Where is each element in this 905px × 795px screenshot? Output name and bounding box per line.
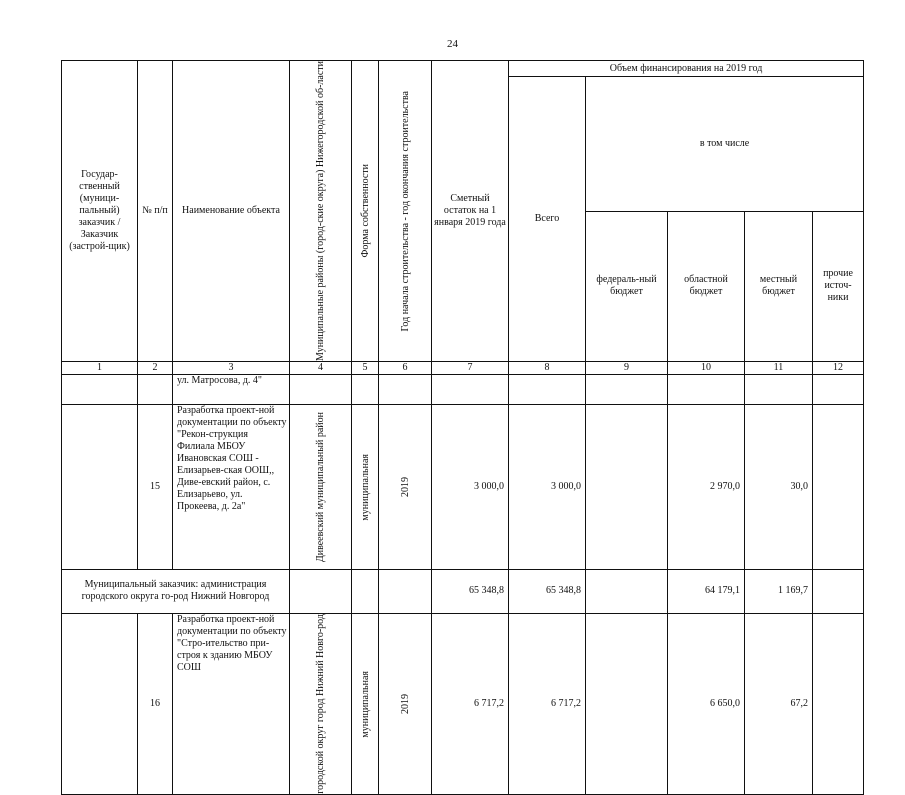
column-number: 9 <box>586 361 668 374</box>
column-number: 1 <box>62 361 138 374</box>
object-name-cell: Разработка проект-ной документации по объекту "Стро-ительство при-строя к зданию МБОУ СОШ <box>173 613 290 794</box>
other-cell <box>813 404 864 569</box>
header-municipal-district <box>290 61 352 362</box>
year-text: 2019 <box>399 693 411 714</box>
column-number: 12 <box>813 361 864 374</box>
local-cell: 30,0 <box>745 404 813 569</box>
column-number: 4 <box>290 361 352 374</box>
column-number-row <box>62 361 864 374</box>
page-number: 24 <box>447 38 458 50</box>
total-cell: 65 348,8 <box>509 569 586 613</box>
local-cell: 67,2 <box>745 613 813 794</box>
header-customer: Государ-ственный (муници-пальный) заказчик / Заказчик (застрой-щик) <box>62 61 138 362</box>
column-number: 3 <box>173 361 290 374</box>
header-municipal-district-text: Муниципальные районы (город-ские округа) Нижегородской об-ласти <box>315 61 326 361</box>
other-cell <box>813 569 864 613</box>
district-cell <box>290 613 352 794</box>
regional-cell: 64 179,1 <box>668 569 745 613</box>
federal-cell <box>586 404 668 569</box>
year-cell <box>379 613 432 794</box>
row-index-cell: 15 <box>138 404 173 569</box>
ownership-cell <box>352 613 379 794</box>
district-cell <box>290 404 352 569</box>
balance-cell: 6 717,2 <box>432 613 509 794</box>
year-text: 2019 <box>399 476 411 497</box>
column-number: 7 <box>432 361 509 374</box>
header-ownership-form <box>352 61 379 362</box>
header-total: Всего <box>509 77 586 362</box>
header-local-budget: местный бюджет <box>745 211 813 361</box>
balance-cell: 65 348,8 <box>432 569 509 613</box>
header-ownership-form-text: Форма собственности <box>359 164 371 258</box>
table-row-summary <box>62 569 864 613</box>
regional-cell: 6 650,0 <box>668 613 745 794</box>
ownership-text: муниципальная <box>359 453 371 521</box>
column-number: 6 <box>379 361 432 374</box>
financing-table <box>61 60 864 795</box>
district-text: Дивеевский муниципальный район <box>315 411 326 562</box>
federal-cell <box>586 613 668 794</box>
column-number: 5 <box>352 361 379 374</box>
table-row-16 <box>62 613 864 794</box>
local-cell: 1 169,7 <box>745 569 813 613</box>
table-row-15 <box>62 404 864 569</box>
regional-cell: 2 970,0 <box>668 404 745 569</box>
column-number: 10 <box>668 361 745 374</box>
header-regional-budget: областной бюджет <box>668 211 745 361</box>
district-text: городской округ город Нижний Новго-род <box>315 613 326 794</box>
federal-cell <box>586 569 668 613</box>
total-cell: 6 717,2 <box>509 613 586 794</box>
header-federal-budget: федераль-ный бюджет <box>586 211 668 361</box>
row-index-cell: 16 <box>138 613 173 794</box>
table-row-continuation <box>62 374 864 404</box>
object-name-cell: ул. Матросова, д. 4" <box>173 374 290 404</box>
header-construction-years-text: Год начала строительства - год окончания строительства <box>399 90 411 332</box>
ownership-cell <box>352 404 379 569</box>
header-object-name: Наименование объекта <box>173 61 290 362</box>
column-number: 2 <box>138 361 173 374</box>
year-cell <box>379 404 432 569</box>
object-name-cell: Разработка проект-ной документации по объекту "Рекон-струкция Филиала МБОУ Ивановская СОШ - Елизарьев-ская ООШ,, Диве-евский район, с. Елизарьево, ул. Прокеева, д. 2а" <box>173 404 290 569</box>
column-number: 8 <box>509 361 586 374</box>
other-cell <box>813 613 864 794</box>
header-construction-years <box>379 61 432 362</box>
summary-label-cell: Муниципальный заказчик: администрация городского округа го-род Нижний Новгород <box>62 569 290 613</box>
balance-cell: 3 000,0 <box>432 404 509 569</box>
header-other-sources: прочие источ-ники <box>813 211 864 361</box>
header-estimated-balance: Сметный остаток на 1 января 2019 года <box>432 61 509 362</box>
column-number: 11 <box>745 361 813 374</box>
total-cell: 3 000,0 <box>509 404 586 569</box>
header-including: в том числе <box>586 77 864 212</box>
header-funding-volume: Объем финансирования на 2019 год <box>509 61 864 77</box>
header-index: № п/п <box>138 61 173 362</box>
ownership-text: муниципальная <box>359 670 371 738</box>
